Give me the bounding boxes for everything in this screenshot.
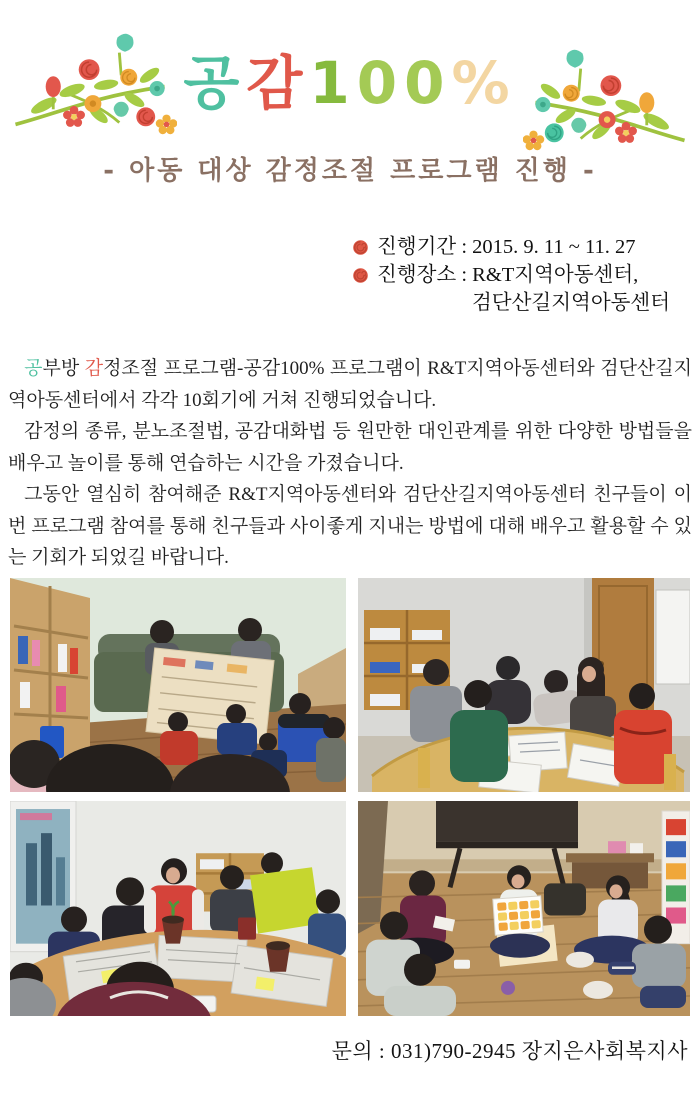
highlight-char: 공 [24, 358, 43, 379]
body-segment: 그동안 열심히 참여해준 R&T지역아동센터와 검단산길지역아동센터 친구들이 이번 프로그램 참여를 통해 친구들과 사이좋게 지내는 방법에 대해 배우고 활용할 수 있는 기회가 되었길 바랍니다. [8, 484, 692, 568]
title-char: 0 [404, 49, 452, 117]
page-title [177, 24, 522, 142]
rose-bullet-icon [352, 267, 369, 284]
title-char: 1 [309, 49, 357, 117]
title-char: % [451, 49, 517, 117]
rose-bullet-icon [352, 239, 369, 256]
flower-bouquet-left-icon [5, 30, 177, 148]
program-subtitle: - 아동 대상 감정조절 프로그램 진행 - [103, 156, 597, 186]
highlight-char: 감 [84, 358, 104, 379]
title-char: 0 [356, 49, 405, 117]
info-line [352, 233, 670, 261]
info-text: 진행장소 : R&T지역아동센터, [377, 264, 639, 286]
contact-footer: 문의 : 031)790-2945 장지은사회복지사 [331, 1039, 688, 1063]
info-text: 검단산길지역아동센터 [472, 292, 671, 314]
info-line [352, 289, 670, 317]
info-line [352, 261, 670, 289]
body-paragraph [8, 416, 692, 479]
photo-worksheet-table [358, 578, 690, 792]
info-text: 진행기간 : 2015. 9. 11 ~ 11. 27 [377, 236, 636, 258]
body-text [8, 353, 692, 574]
body-segment: 정조절 프로그램-공감100% 프로그램이 R&T지역아동센터와 검단산길지역아동센터에서 각각 10회기에 거쳐 진행되었습니다. [8, 358, 692, 411]
info-block [352, 233, 670, 317]
photo-planting-activity [10, 801, 346, 1016]
photo-emotion-cards-circle [358, 801, 690, 1016]
body-paragraph [8, 479, 692, 574]
title-char: 공 [183, 49, 247, 117]
flower-bouquet-right-icon [523, 46, 695, 164]
body-segment: 감정의 종류, 분노조절법, 공감대화법 등 원만한 대인관계를 위한 다양한 방법들을 배우고 놀이를 통해 연습하는 시간을 가졌습니다. [8, 421, 692, 474]
body-segment: 부방 [42, 358, 85, 379]
photo-poster-presentation [10, 578, 346, 792]
emotion-card [493, 896, 543, 935]
title-char: 감 [246, 49, 310, 117]
photo-grid [10, 578, 690, 1016]
body-paragraph [8, 353, 692, 416]
